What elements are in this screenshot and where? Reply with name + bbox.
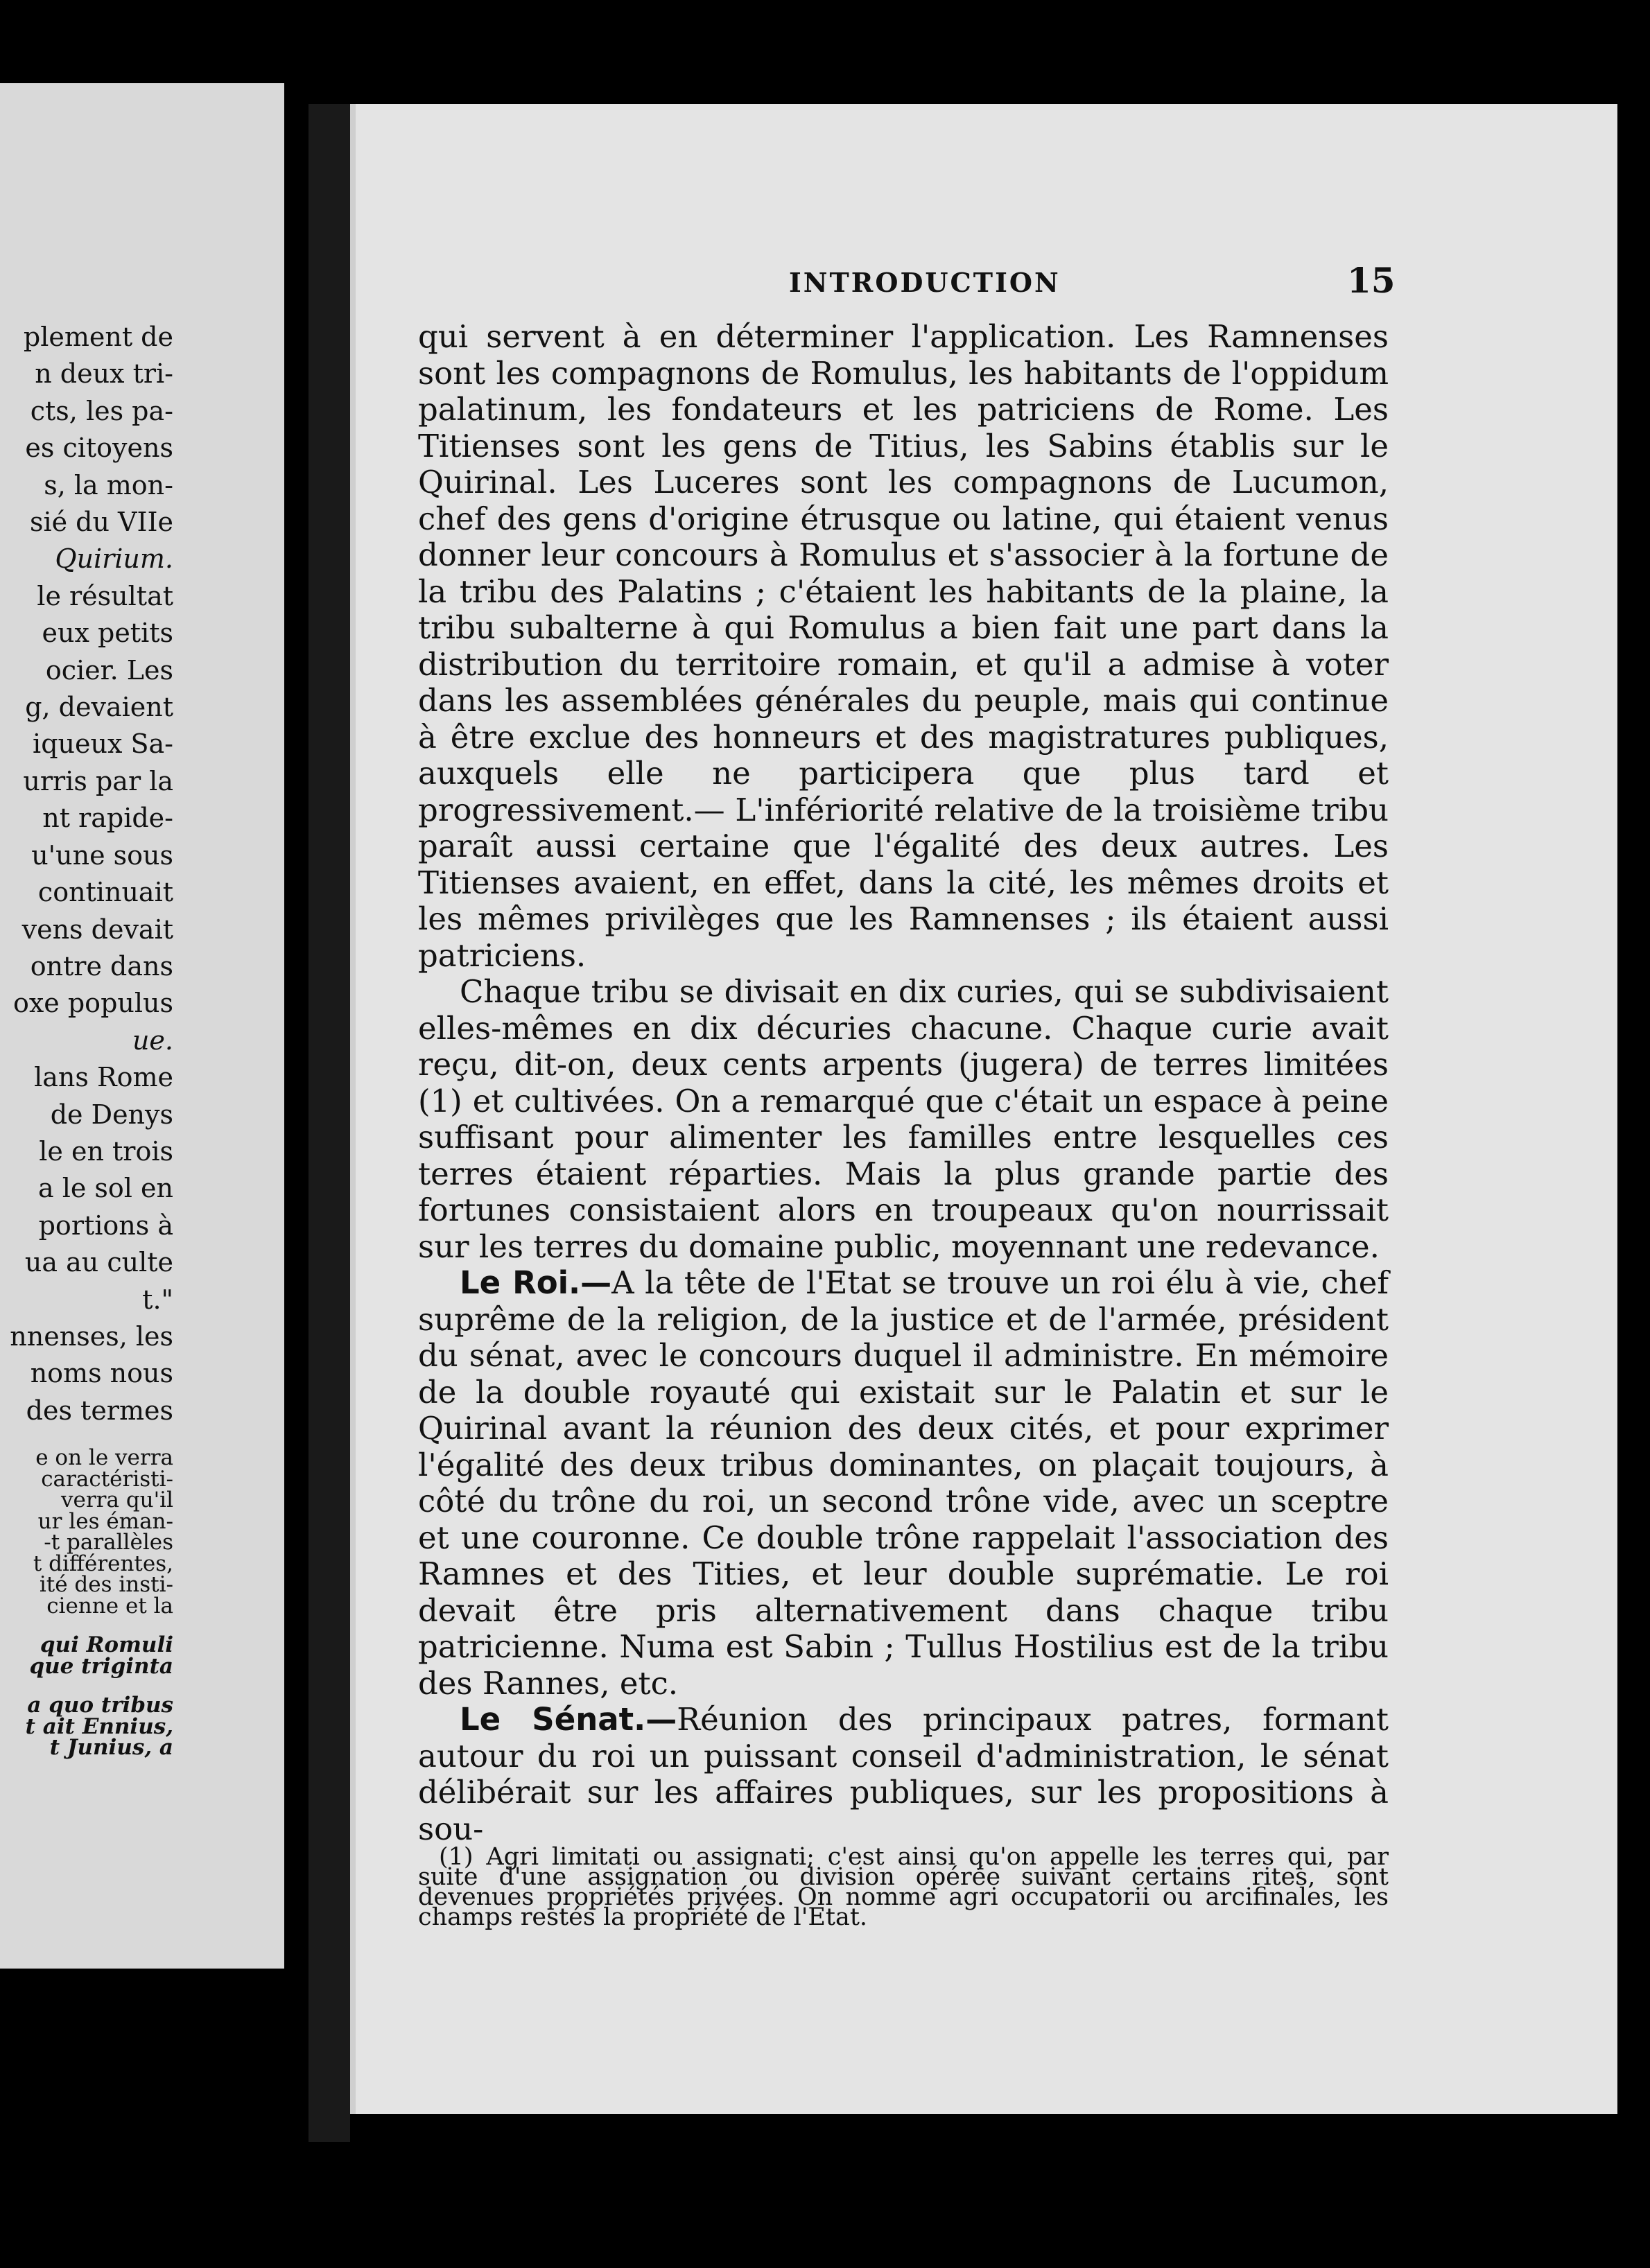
paragraph-roi xyxy=(418,1265,1389,1702)
left-line: noms nous xyxy=(30,1358,173,1389)
left-page-text xyxy=(0,319,284,1759)
left-line: g, devaient xyxy=(25,692,173,723)
left-line: t." xyxy=(142,1284,173,1315)
left-line: de Denys xyxy=(50,1099,173,1130)
left-line: u'une sous xyxy=(31,839,173,871)
running-head: INTRODUCTION xyxy=(789,267,1061,298)
section-heading-senat: Le Sénat.— xyxy=(460,1701,677,1738)
paragraph-text: A la tête de l'Etat se trouve un roi élu à vie, chef suprême de la religion, de la justice et de l'armée, président du sénat, avec le concours duquel il administre. En mémoire de la double royauté qui existait sur le Palatin et sur le Quirinal avant la réunion des deux cités, et pour exprimer l'égalité des deux tribus dominantes, on plaçait toujours, à côté du trône du roi, un second trône vide, avec un sceptre et une couronne. Ce double trône rappelait l'association des Ramnes et des Tities, et leur double suprématie. Le roi devait être pris alternativement dans chaque tribu patricienne. Numa est Sabin ; Tullus Hostilius est de la tribu des Rannes, etc. xyxy=(418,1264,1389,1702)
page-number: 15 xyxy=(1347,260,1396,301)
right-page xyxy=(350,104,1617,2114)
left-line: caractéristi- xyxy=(41,1466,173,1492)
left-line: n deux tri- xyxy=(35,358,173,390)
left-line: s, la mon- xyxy=(44,469,173,500)
left-line: es citoyens xyxy=(25,433,173,464)
left-line: Quirium. xyxy=(55,543,173,575)
body-text xyxy=(418,319,1389,1847)
left-line: t ait Ennius, xyxy=(25,1713,173,1739)
left-line: le résultat xyxy=(37,580,173,611)
left-line: nnenses, les xyxy=(10,1320,173,1352)
left-line: vens devait xyxy=(21,914,173,945)
left-line: cts, les pa- xyxy=(30,395,173,426)
left-line: t différentes, xyxy=(33,1551,173,1576)
left-line: plement de xyxy=(23,322,173,352)
left-line: qui Romuli xyxy=(40,1632,173,1658)
left-line: ontre dans xyxy=(30,950,173,982)
left-line: ité des insti- xyxy=(39,1572,173,1598)
section-heading-roi: Le Roi.— xyxy=(460,1264,612,1301)
left-page-fragment xyxy=(0,83,284,1969)
footnote-text: (1) Agri limitati ou assignati; c'est ainsi qu'on appelle les terres qui, par suite d'une assignation ou division opérée suivant certains rites, sont devenues propriétés privées. On nomme agri occupatorii ou arcifinales, les champs restés la propriété de l'Etat. xyxy=(418,1843,1389,1931)
left-line: a quo tribus xyxy=(27,1693,173,1718)
paragraph-text: Réunion des principaux patres, formant autour du roi un puissant conseil d'administration, le sénat délibérait sur les affaires publiques, sur les propositions à sou- xyxy=(418,1701,1389,1847)
paragraph-senat xyxy=(418,1702,1389,1847)
left-line: a le sol en xyxy=(37,1173,173,1204)
footnote xyxy=(418,1843,1389,1931)
left-line: des termes xyxy=(26,1395,173,1426)
paragraph: Chaque tribu se divisait en dix curies, qui se subdivisaient elles-mêmes en dix décuries chacune. Chaque curie avait reçu, dit-on, deux cents arpents (jugera) de terres limitées (1) et cultivées. On a remarqué que c'était un espace à peine suffisant pour alimenter les familles entre lesquelles ces terres étaient réparties. Mais la plus grande partie des fortunes consistaient alors en troupeaux qu'on nourrissait sur les terres du domaine public, moyennant une redevance. xyxy=(418,973,1389,1265)
left-line: continuait xyxy=(37,877,173,908)
left-line: e on le verra xyxy=(35,1445,173,1471)
left-line: -t parallèles xyxy=(44,1530,173,1555)
left-line: nt rapide- xyxy=(42,803,173,834)
left-line: ocier. Les xyxy=(45,654,173,686)
left-line: eux petits xyxy=(42,618,173,649)
left-line: t Junius, a xyxy=(49,1735,173,1761)
left-line: que triginta xyxy=(29,1653,173,1679)
left-line: portions à xyxy=(38,1210,173,1241)
left-line: sié du VIIe xyxy=(29,507,173,538)
left-line: cienne et la xyxy=(46,1593,173,1619)
left-line: ur les éman- xyxy=(37,1508,173,1534)
left-line: ue. xyxy=(132,1024,173,1056)
left-line: ua au culte xyxy=(24,1247,173,1278)
left-line: verra qu'il xyxy=(61,1488,173,1513)
left-line: le en trois xyxy=(39,1135,173,1167)
left-line: lans Rome xyxy=(34,1062,173,1093)
left-line: iqueux Sa- xyxy=(33,729,173,760)
left-line: oxe populus xyxy=(12,988,173,1019)
left-line: urris par la xyxy=(23,765,173,796)
paragraph: qui servent à en déterminer l'application. Les Ramnenses sont les compagnons de Romulus, les habitants de l'oppidum palatinum, les fondateurs et les patriciens de Rome. Les Titienses sont les gens de Titius, les Sabins établis sur le Quirinal. Les Luceres sont les compagnons de Lucumon, chef des gens d'origine étrusque ou latine, qui étaient venus donner leur concours à Romulus et s'associer à la fortune de la tribu des Palatins ; c'étaient les habitants de la plaine, la tribu subalterne à qui Romulus a bien fait une part dans la distribution du territoire romain, et qu'il a admise à voter dans les assemblées générales du peuple, mais qui continue à être exclue des honneurs et des magistratures publiques, auxquels elle ne participera que plus tard et progressivement.— L'infériorité relative de la troisième tribu paraît aussi certaine que l'égalité des deux autres. Les Titienses avaient, en effet, dans la cité, les mêmes droits et les mêmes privilèges que les Ramnenses ; ils étaient aussi patriciens. xyxy=(418,318,1389,974)
book-spine-gutter xyxy=(309,104,350,2142)
